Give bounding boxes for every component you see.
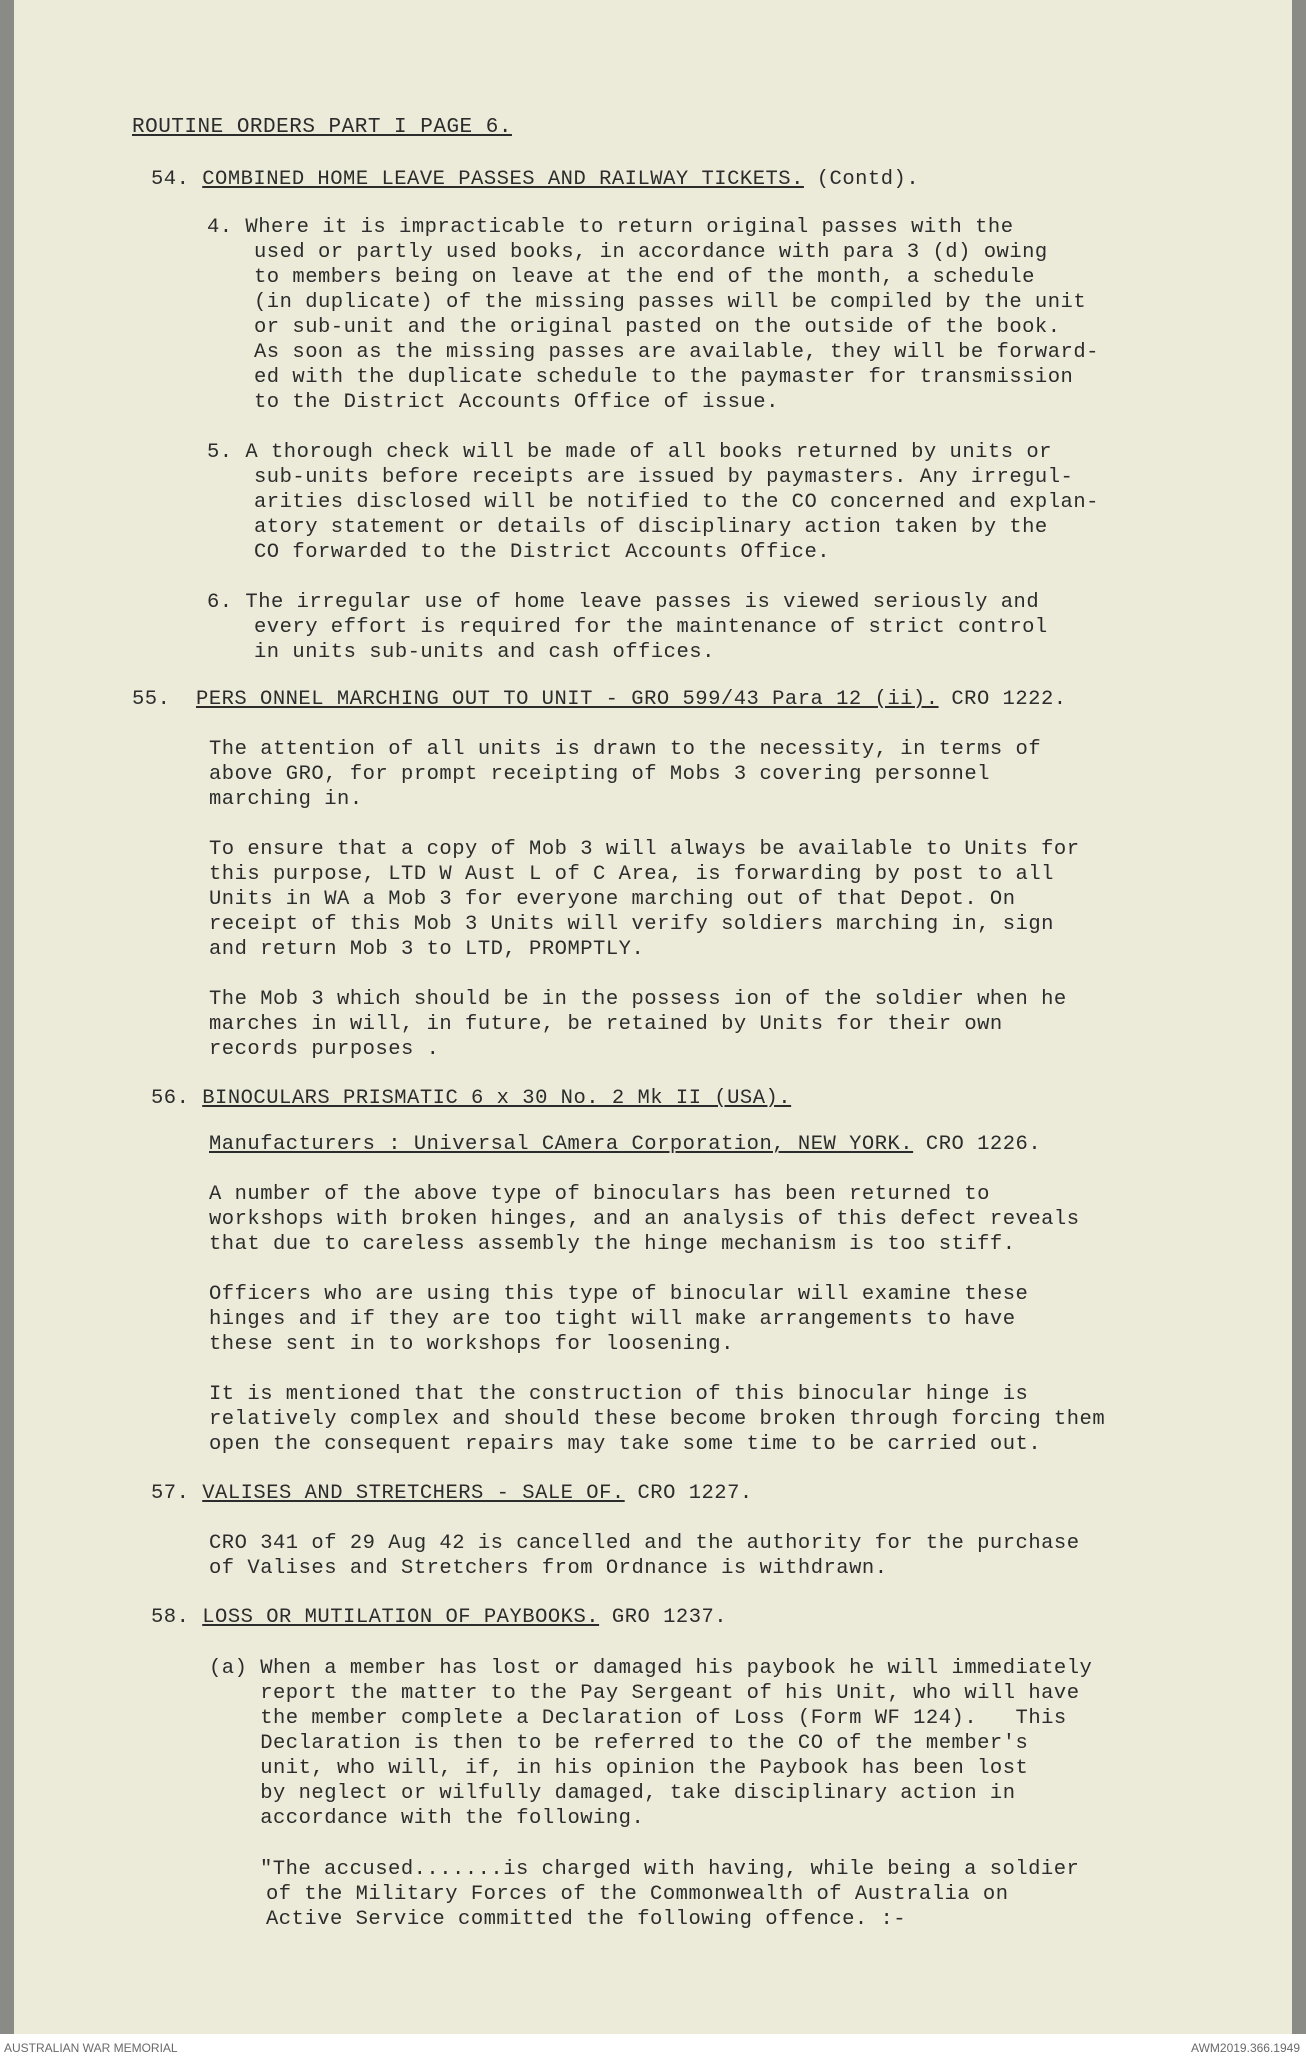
- text-line: by neglect or wilfully damaged, take disciplinary action in: [209, 1782, 1016, 1805]
- section-54-heading: [151, 168, 919, 191]
- text-line: ed with the duplicate schedule to the paymaster for transmission: [254, 366, 1074, 389]
- section-54-number: 54.: [151, 168, 190, 191]
- text-line: accordance with the following.: [209, 1807, 645, 1830]
- text-line: to members being on leave at the end of the month, a schedule: [254, 266, 1035, 289]
- section-54-contd: (Contd).: [803, 168, 920, 191]
- text-line: As soon as the missing passes are available, they will be forward-: [254, 341, 1099, 364]
- section-57-heading: [151, 1482, 753, 1505]
- text-line: above GRO, for prompt receipting of Mobs 3 covering personnel: [209, 763, 990, 786]
- section-57-ref: CRO 1227.: [624, 1482, 753, 1505]
- text-line: in units sub-units and cash offices.: [254, 641, 715, 664]
- text-line: To ensure that a copy of Mob 3 will always be available to Units for: [209, 838, 1080, 861]
- text-line: Declaration is then to be referred to the CO of the member's: [209, 1732, 1029, 1755]
- text-line: Active Service committed the following offence. :-: [266, 1908, 907, 1931]
- text-line: marches in will, in future, be retained by Units for their own: [209, 1013, 1003, 1036]
- section-58-ref: GRO 1237.: [599, 1606, 728, 1629]
- text-line: hinges and if they are too tight will make arrangements to have: [209, 1308, 1016, 1331]
- text-line: that due to careless assembly the hinge mechanism is too stiff.: [209, 1233, 1016, 1256]
- text-line: workshops with broken hinges, and an analysis of this defect reveals: [209, 1208, 1080, 1231]
- section-58-title: LOSS OR MUTILATION OF PAYBOOKS.: [202, 1606, 600, 1629]
- text-line: records purposes .: [209, 1038, 440, 1061]
- text-line: 5. A thorough check will be made of all books returned by units or: [207, 441, 1052, 464]
- text-line: these sent in to workshops for loosening.: [209, 1333, 734, 1356]
- text-line: Units in WA a Mob 3 for everyone marching out of that Depot. On: [209, 888, 1016, 911]
- section-57-number: 57.: [151, 1482, 190, 1505]
- section-56-number: 56.: [151, 1087, 190, 1110]
- text-line: used or partly used books, in accordance with para 3 (d) owing: [254, 241, 1048, 264]
- text-line: It is mentioned that the construction of this binocular hinge is: [209, 1383, 1029, 1406]
- section-56-subheading: [209, 1133, 1041, 1156]
- document-page: [14, 0, 1292, 2034]
- text-line: A number of the above type of binoculars has been returned to: [209, 1183, 990, 1206]
- section-55-ref: CRO 1222.: [938, 688, 1067, 711]
- section-55-heading: [132, 688, 1067, 711]
- text-line: the member complete a Declaration of Loss (Form WF 124). This: [209, 1707, 1067, 1730]
- text-line: arities disclosed will be notified to the CO concerned and explan-: [254, 491, 1099, 514]
- text-line: and return Mob 3 to LTD, PROMPTLY.: [209, 938, 645, 961]
- text-line: receipt of this Mob 3 Units will verify soldiers marching in, sign: [209, 913, 1054, 936]
- text-line: 6. The irregular use of home leave passes is viewed seriously and: [207, 591, 1040, 614]
- text-line: of the Military Forces of the Commonwealth of Australia on: [266, 1883, 1009, 1906]
- footer-bar: [0, 2034, 1306, 2061]
- text-line: (in duplicate) of the missing passes will be compiled by the unit: [254, 291, 1087, 314]
- section-58-number: 58.: [151, 1606, 190, 1629]
- text-line: CRO 341 of 29 Aug 42 is cancelled and the authority for the purchase: [209, 1532, 1080, 1555]
- text-line: unit, who will, if, in his opinion the Paybook has been lost: [209, 1757, 1029, 1780]
- text-line: The attention of all units is drawn to the necessity, in terms of: [209, 738, 1042, 761]
- section-54-title: COMBINED HOME LEAVE PASSES AND RAILWAY TICKETS.: [202, 168, 804, 191]
- text-line: Officers who are using this type of binocular will examine these: [209, 1283, 1029, 1306]
- text-line: this purpose, LTD W Aust L of C Area, is forwarding by post to all: [209, 863, 1054, 886]
- text-line: 4. Where it is impracticable to return original passes with the: [207, 216, 1014, 239]
- text-line: report the matter to the Pay Sergeant of his Unit, who will have: [209, 1682, 1080, 1705]
- text-line: sub-units before receipts are issued by paymasters. Any irregul-: [254, 466, 1074, 489]
- text-line: every effort is required for the maintenance of strict control: [254, 616, 1048, 639]
- section-55-number: 55.: [132, 688, 171, 711]
- section-56-heading: [151, 1087, 791, 1110]
- footer-accession-number: AWM2019.366.1949: [1191, 2041, 1300, 2055]
- text-line: marching in.: [209, 788, 363, 811]
- text-line: relatively complex and should these become broken through forcing them: [209, 1408, 1106, 1431]
- section-55-title: PERS ONNEL MARCHING OUT TO UNIT - GRO 599/43 Para 12 (ii).: [196, 688, 939, 711]
- text-line: atory statement or details of disciplinary action taken by the: [254, 516, 1048, 539]
- text-line: of Valises and Stretchers from Ordnance is withdrawn.: [209, 1557, 888, 1580]
- section-56-ref: CRO 1226.: [913, 1133, 1042, 1156]
- text-line: "The accused.......is charged with having, while being a soldier: [260, 1858, 1080, 1881]
- page-header: ROUTINE ORDERS PART I PAGE 6.: [132, 116, 512, 139]
- section-58-heading: [151, 1606, 727, 1629]
- text-line: The Mob 3 which should be in the possess ion of the soldier when he: [209, 988, 1067, 1011]
- footer-source: AUSTRALIAN WAR MEMORIAL: [4, 2041, 178, 2055]
- section-57-title: VALISES AND STRETCHERS - SALE OF.: [202, 1482, 625, 1505]
- section-56-manufacturer: Manufacturers : Universal CAmera Corporation, NEW YORK.: [209, 1133, 914, 1156]
- section-56-title: BINOCULARS PRISMATIC 6 x 30 No. 2 Mk II (USA).: [202, 1087, 792, 1110]
- text-line: (a) When a member has lost or damaged his paybook he will immediately: [209, 1657, 1093, 1680]
- text-line: or sub-unit and the original pasted on the outside of the book.: [254, 316, 1061, 339]
- text-line: CO forwarded to the District Accounts Office.: [254, 541, 831, 564]
- text-line: open the consequent repairs may take some time to be carried out.: [209, 1433, 1042, 1456]
- text-line: to the District Accounts Office of issue.: [254, 391, 779, 414]
